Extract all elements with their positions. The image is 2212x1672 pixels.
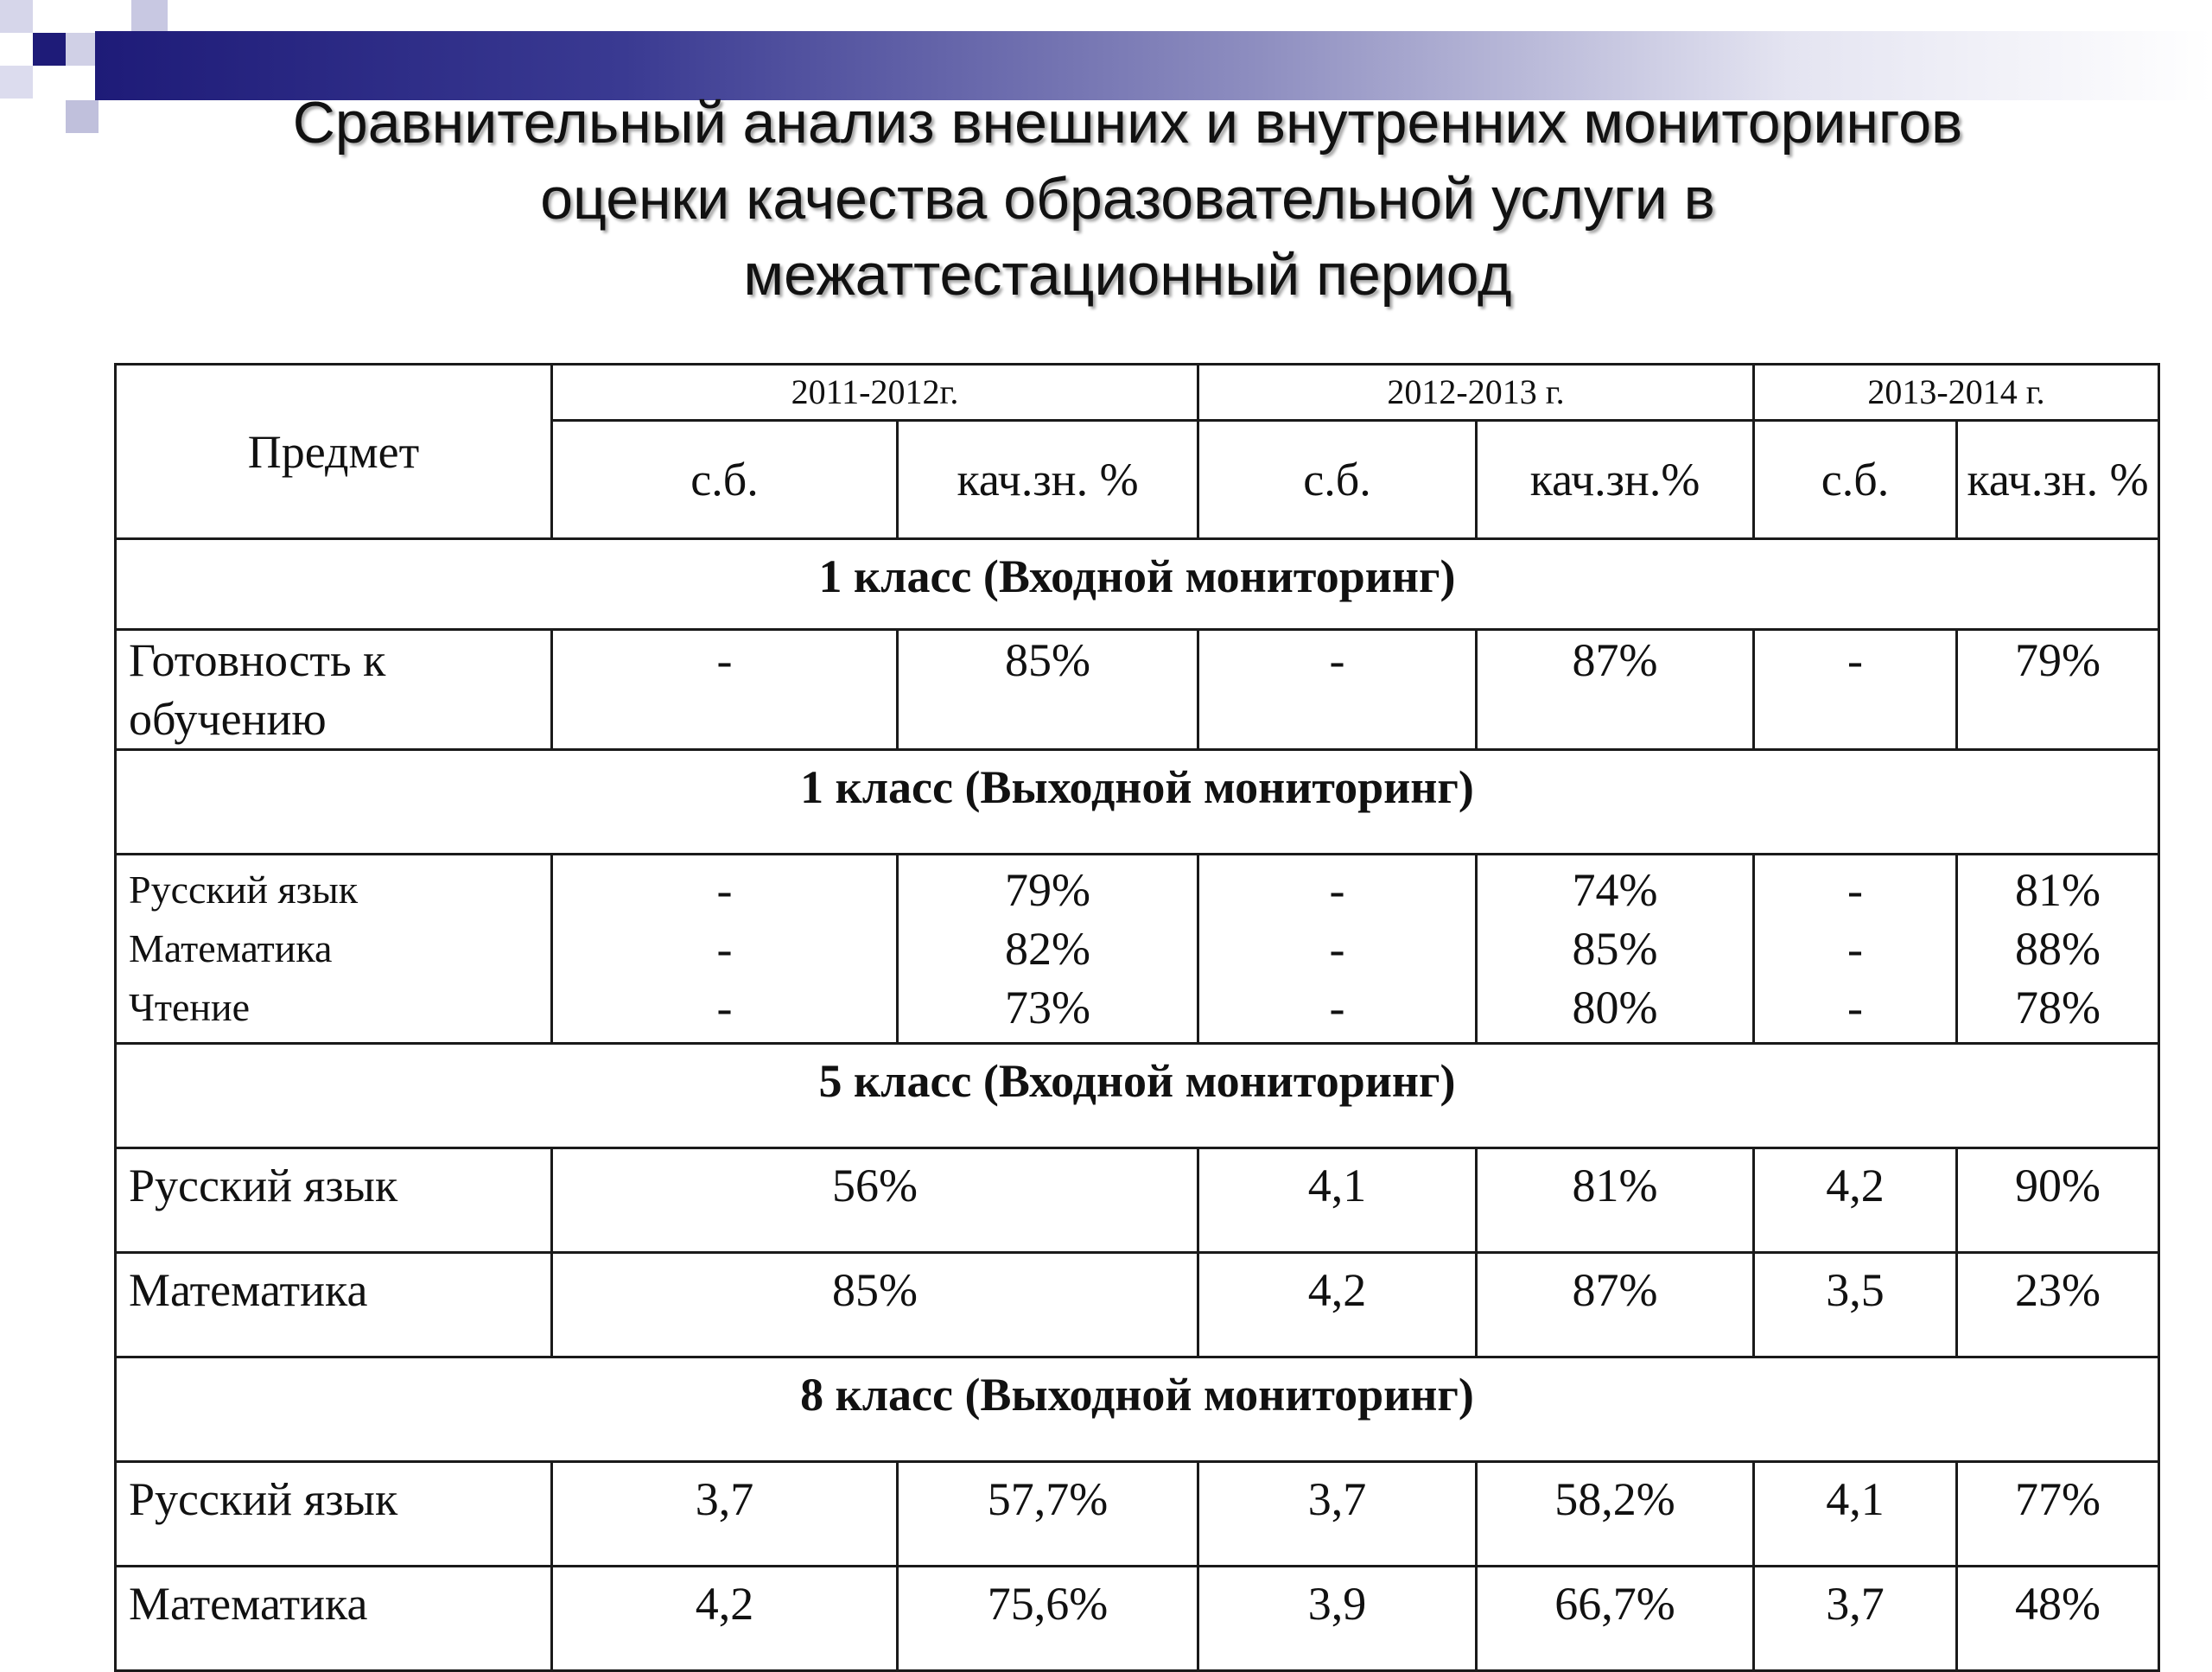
title-line-1: Сравнительный анализ внешних и внутренних мониторингов [292, 90, 1963, 156]
section-row [116, 539, 2159, 630]
subheader-quality: кач.зн.% [1477, 421, 1754, 539]
subject-cell: Русский язык [116, 1462, 552, 1567]
value-cell: 23% [1957, 1253, 2159, 1357]
value-label: 80% [1572, 982, 1658, 1033]
decor-square-light-bottom [66, 100, 99, 133]
value-cell: 66,7% [1477, 1567, 1754, 1671]
table-row [116, 1253, 2159, 1357]
table-row [116, 1567, 2159, 1671]
subject-cell: Готовность к обучению [116, 630, 552, 750]
value-cell-group [898, 855, 1198, 1044]
year-header: 2013-2014 г. [1754, 365, 2159, 421]
subheader-sb: с.б. [1754, 421, 1957, 539]
value-cell: 77% [1957, 1462, 2159, 1567]
subject-label: Чтение [129, 985, 251, 1029]
subheader-quality: кач.зн. % [1957, 421, 2159, 539]
value-cell: 85% [898, 630, 1198, 750]
section-row [116, 750, 2159, 855]
value-cell: 3,9 [1198, 1567, 1477, 1671]
value-cell: 4,1 [1198, 1148, 1477, 1253]
value-cell: 3,7 [1754, 1567, 1957, 1671]
subject-cell: Математика [116, 1253, 552, 1357]
subject-label: Русский язык [129, 868, 359, 912]
table-header-row-years [116, 365, 2159, 421]
section-title: 5 класс (Входной мониторинг) [116, 1044, 2159, 1148]
value-label: - [1847, 982, 1863, 1033]
monitoring-table [114, 363, 2160, 1672]
value-cell-merged: 56% [552, 1148, 1198, 1253]
decor-square-light-top [131, 0, 168, 31]
subheader-sb: с.б. [1198, 421, 1477, 539]
value-label: 74% [1572, 864, 1658, 916]
value-cell: - [1754, 630, 1957, 750]
subject-cell: Математика [116, 1567, 552, 1671]
value-cell: 87% [1477, 630, 1754, 750]
decor-square-light-mid [66, 33, 99, 66]
value-label: 85% [1572, 923, 1658, 975]
value-label: - [1847, 923, 1863, 975]
value-cell-group [1477, 855, 1754, 1044]
value-cell: 81% [1477, 1148, 1754, 1253]
value-cell-group [1957, 855, 2159, 1044]
value-label: 78% [2015, 982, 2101, 1033]
value-label: - [716, 864, 733, 916]
value-cell-merged: 85% [552, 1253, 1198, 1357]
year-header: 2012-2013 г. [1198, 365, 1754, 421]
value-label: - [1329, 923, 1345, 975]
value-cell: 48% [1957, 1567, 2159, 1671]
value-label: 82% [1005, 923, 1090, 975]
subheader-quality: кач.зн. % [898, 421, 1198, 539]
value-cell: 57,7% [898, 1462, 1198, 1567]
subject-label: Математика [129, 926, 333, 970]
subject-column-header: Предмет [116, 365, 552, 539]
decor-square-light-topleft [0, 0, 33, 33]
value-label: - [1329, 864, 1345, 916]
value-label: 79% [1005, 864, 1090, 916]
section-row [116, 1357, 2159, 1462]
table-row [116, 630, 2159, 750]
section-title: 8 класс (Выходной мониторинг) [116, 1357, 2159, 1462]
value-cell-group [1198, 855, 1477, 1044]
title-line-3: межаттестационный период [743, 242, 1512, 308]
value-cell: 58,2% [1477, 1462, 1754, 1567]
table-row [116, 1462, 2159, 1567]
year-header: 2011-2012г. [552, 365, 1198, 421]
value-cell: 90% [1957, 1148, 2159, 1253]
value-label: 81% [2015, 864, 2101, 916]
value-label: 73% [1005, 982, 1090, 1033]
value-cell-group [1754, 855, 1957, 1044]
section-title: 1 класс (Входной мониторинг) [116, 539, 2159, 630]
subject-cell-group [116, 855, 552, 1044]
value-cell: - [552, 630, 898, 750]
value-cell: - [1198, 630, 1477, 750]
value-label: - [1329, 982, 1345, 1033]
value-cell: 75,6% [898, 1567, 1198, 1671]
value-label: - [1847, 864, 1863, 916]
value-cell: 4,2 [552, 1567, 898, 1671]
value-label: - [716, 923, 733, 975]
value-label: 88% [2015, 923, 2101, 975]
value-cell: 79% [1957, 630, 2159, 750]
subheader-sb: с.б. [552, 421, 898, 539]
value-cell-group [552, 855, 898, 1044]
table-row-grouped [116, 855, 2159, 1044]
value-label: - [716, 982, 733, 1033]
value-cell: 87% [1477, 1253, 1754, 1357]
decor-square-dark [33, 33, 66, 66]
decor-square-light-left [0, 66, 33, 99]
section-row [116, 1044, 2159, 1148]
subject-cell: Русский язык [116, 1148, 552, 1253]
slide-title [138, 85, 2117, 313]
value-cell: 4,2 [1198, 1253, 1477, 1357]
value-cell: 4,2 [1754, 1148, 1957, 1253]
value-cell: 4,1 [1754, 1462, 1957, 1567]
value-cell: 3,5 [1754, 1253, 1957, 1357]
title-line-2: оценки качества образовательной услуги в [540, 166, 1715, 232]
value-cell: 3,7 [552, 1462, 898, 1567]
table-row [116, 1148, 2159, 1253]
value-cell: 3,7 [1198, 1462, 1477, 1567]
section-title: 1 класс (Выходной мониторинг) [116, 750, 2159, 855]
